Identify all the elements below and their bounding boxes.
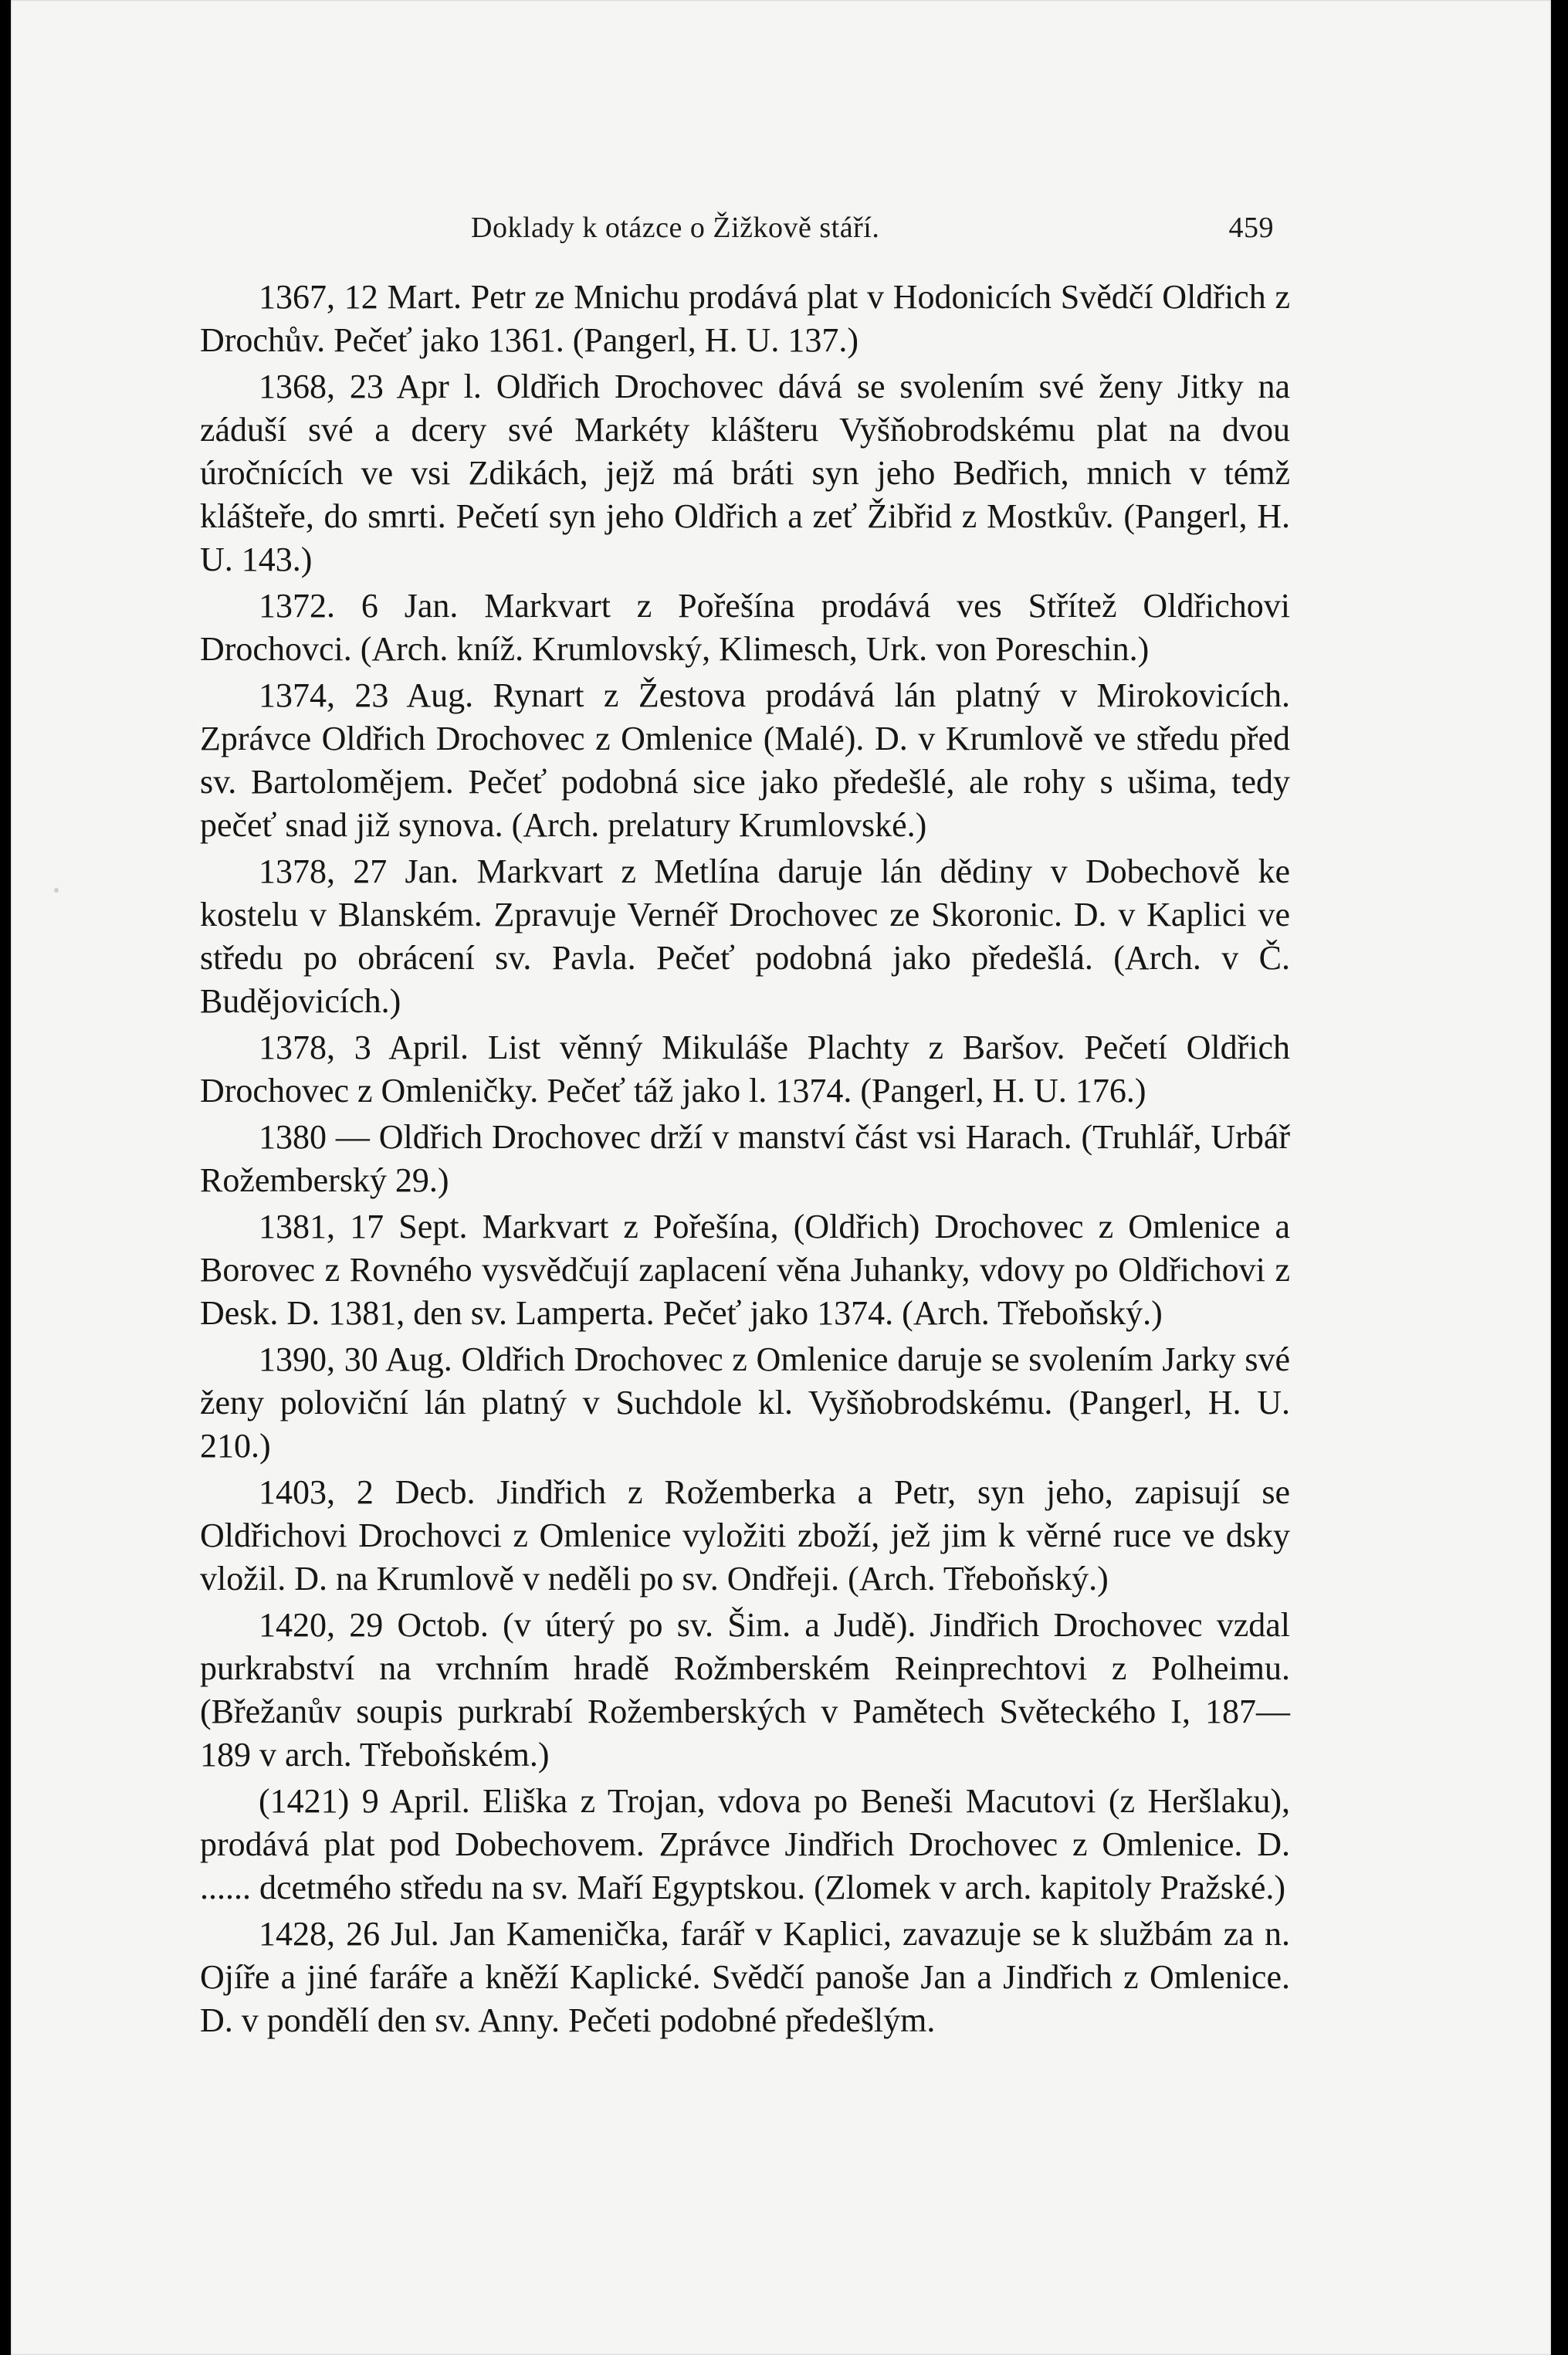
page-number: 459 <box>1228 212 1274 244</box>
entry-1372: 1372. 6 Jan. Markvart z Pořešína prodává ves Střítež Oldřichovi Drochovci. (Arch. kníž. Krumlovský, Klimesch, Urk. von Poreschin.) <box>200 587 1290 668</box>
entry-1390: 1390, 30 Aug. Oldřich Drochovec z Omlenice daruje se svolením Jarky své ženy poloviční lán platný v Suchdole kl. Vyšňobrodskému. (Pangerl, H. U. 210.) <box>200 1340 1290 1465</box>
entry-1381: 1381, 17 Sept. Markvart z Pořešína, (Oldřich) Drochovec z Omlenice a Borovec z Rovného vysvědčují zaplacení věna Juhanky, vdovy po Oldřichovi z Desk. D. 1381, den sv. Lamperta. Pečeť jako 1374. (Arch. Třeboňský.) <box>200 1208 1290 1332</box>
entry-1428: 1428, 26 Jul. Jan Kamenička, farář v Kaplici, zavazuje se k službám za n. Ojíře a jiné faráře a kněží Kaplické. Svědčí panoše Jan a Jindřich z Omlenice. D. v pondělí den sv. Anny. Pečeti podobné předešlým. <box>200 1915 1290 2039</box>
entry-1403: 1403, 2 Decb. Jindřich z Rožemberka a Petr, syn jeho, zapisují se Oldřichovi Drochovci z Omlenice vyložiti zboží, jež jim k věrné ruce ve dsky vložil. D. na Krumlově v neděli po sv. Ondřeji. (Arch. Třeboňský.) <box>200 1473 1290 1598</box>
page-header <box>471 211 1274 257</box>
scan-speck <box>54 888 59 893</box>
entry-1380: 1380 — Oldřich Drochovec drží v manství část vsi Harach. (Truhlář, Urbář Rožemberský 29.) <box>200 1118 1290 1199</box>
entry-1374: 1374, 23 Aug. Rynart z Žestova prodává lán platný v Mirokovicích. Zprávce Oldřich Drochovec z Omlenice (Malé). D. v Krumlově ve středu před sv. Bartolomějem. Pečeť podobná sice jako předešlé, ale rohy s ušima, tedy pečeť snad již synova. (Arch. prelatury Krumlovské.) <box>200 676 1290 844</box>
book-page <box>11 0 1551 2355</box>
entry-1368: 1368, 23 Apr l. Oldřich Drochovec dává se svolením své ženy Jitky na záduší své a dcery své Markéty klášteru Vyšňobrodskému plat na dvou úročnících ve vsi Zdikách, jejž má bráti syn jeho Bedřich, mnich v témž klášteře, do smrti. Pečetí syn jeho Oldřich a zeť Žibřid z Mostkův. (Pangerl, H. U. 143.) <box>200 368 1290 578</box>
entry-1378-april: 1378, 3 April. List věnný Mikuláše Plachty z Baršov. Pečetí Oldřich Drochovec z Omleničky. Pečeť táž jako l. 1374. (Pangerl, H. U. 176.) <box>200 1028 1290 1110</box>
entry-1378-jan: 1378, 27 Jan. Markvart z Metlína daruje lán dědiny v Dobechově ke kostelu v Blanském. Zpravuje Vernéř Drochovec ze Skoronic. D. v Kaplici ve středu po obrácení sv. Pavla. Pečeť podobná jako předešlá. (Arch. v Č. Budějovicích.) <box>200 852 1290 1020</box>
entry-1367: 1367, 12 Mart. Petr ze Mnichu prodává plat v Hodonicích Svědčí Oldřich z Drochův. Pečeť jako 1361. (Pangerl, H. U. 137.) <box>200 278 1290 359</box>
running-title: Doklady k otázce o Žižkově stáří. <box>471 212 880 244</box>
entry-1420: 1420, 29 Octob. (v úterý po sv. Šim. a Judě). Jindřich Drochovec vzdal purkrabství na vrchním hradě Rožmberském Reinprechtovi z Polheimu. (Břežanův soupis purkrabí Rožemberských v Pamětech Světeckého I, 187—189 v arch. Třeboňském.) <box>200 1606 1290 1774</box>
document-body <box>200 276 1290 2045</box>
entry-1421: (1421) 9 April. Eliška z Trojan, vdova po Beneši Macutovi (z Heršlaku), prodává plat pod Dobechovem. Zprávce Jindřich Drochovec z Omlenice. D. ...... dcetmého středu na sv. Maří Egyptskou. (Zlomek v arch. kapitoly Pražské.) <box>200 1782 1290 1906</box>
